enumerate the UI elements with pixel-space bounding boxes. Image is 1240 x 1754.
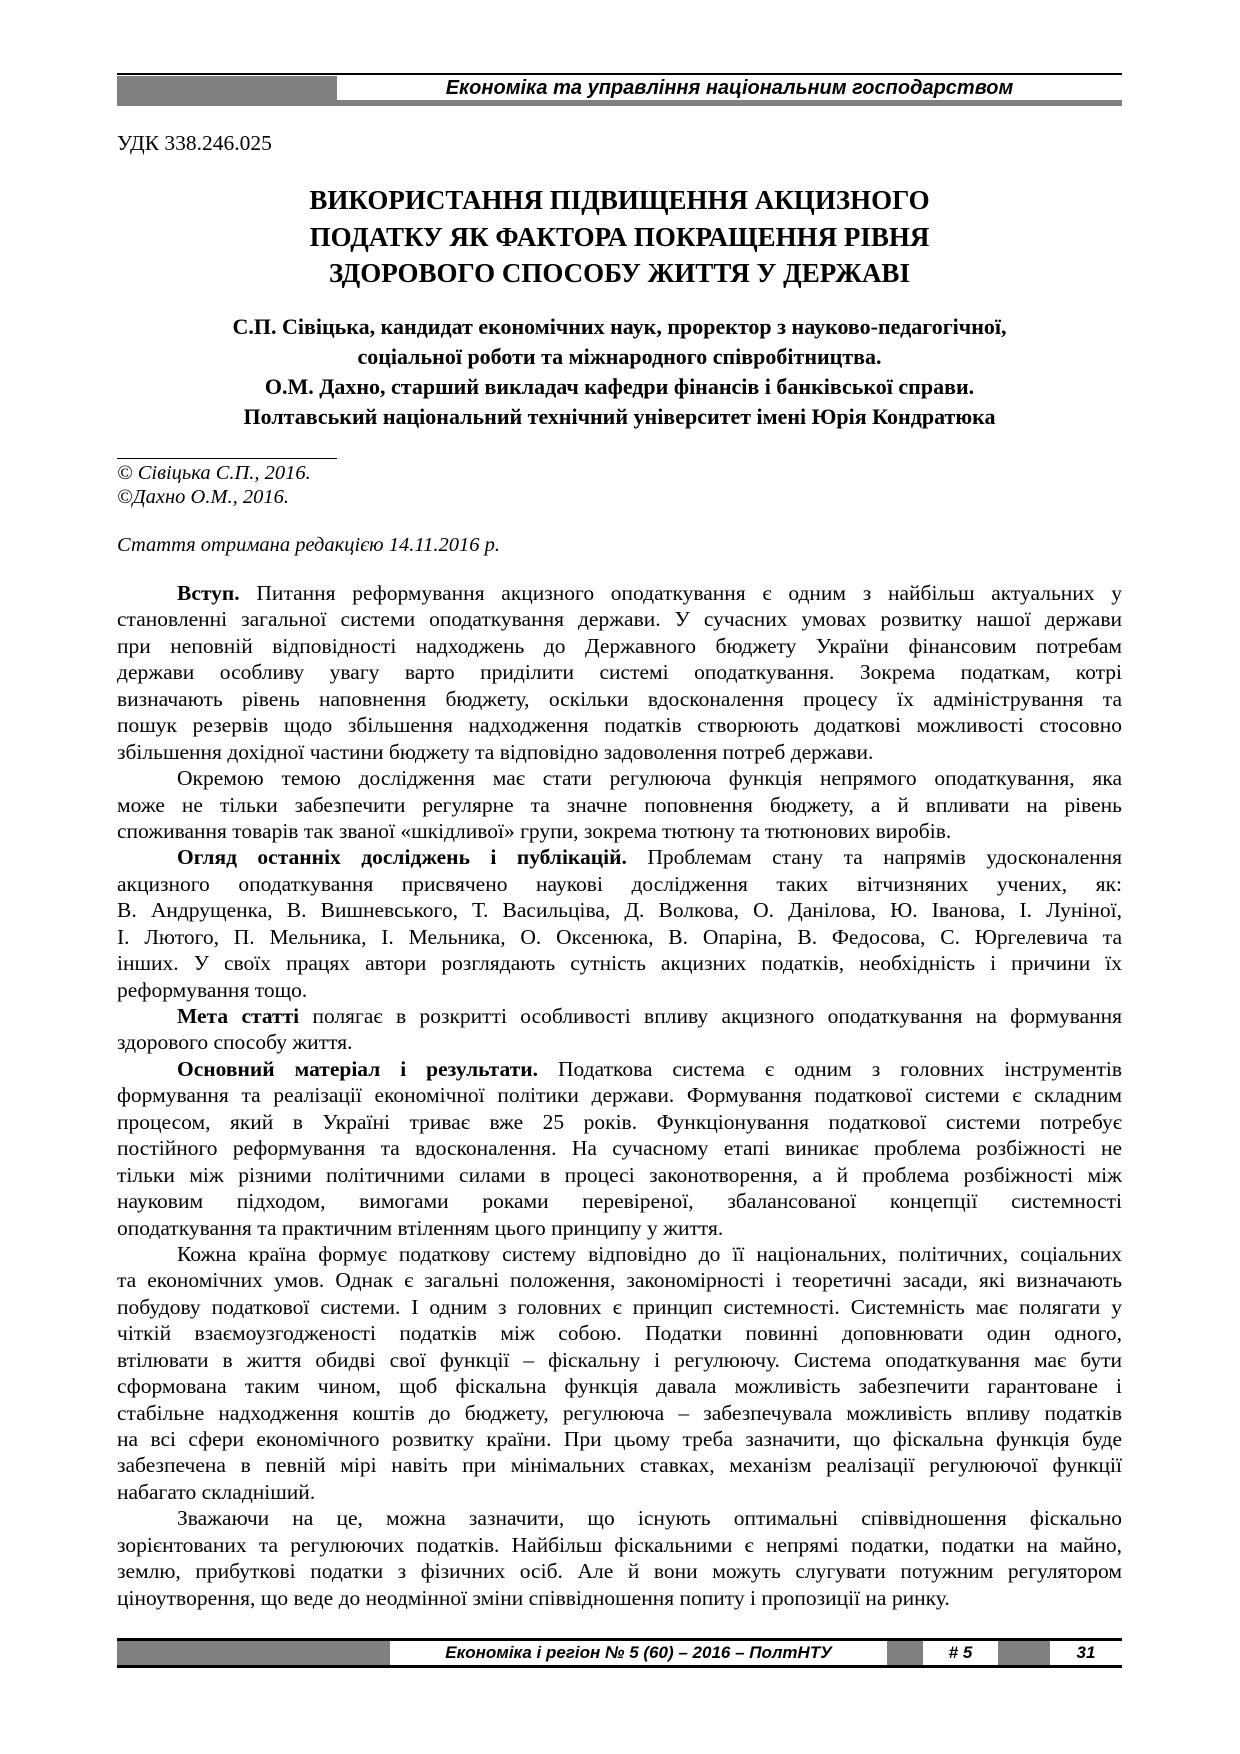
author-line: соціальної роботи та міжнародного співробітництва. <box>357 344 882 369</box>
text-line <box>117 1029 1122 1055</box>
paragraph <box>117 844 1122 1003</box>
text-line <box>117 1505 1122 1531</box>
paragraph <box>117 765 1122 844</box>
line-text: постійного реформування та вдосконалення. На сучасному етапі виникає проблема розбіжності не <box>117 1136 1122 1161</box>
paragraph <box>117 1241 1122 1505</box>
line-text: та економічних умов. Однак є загальні положення, закономірності і теоретичні засади, які визначають <box>117 1268 1122 1293</box>
line-text: становленні загальної системи оподаткування держави. У сучасних умовах розвитку нашої держави <box>117 607 1122 632</box>
footer-issue: # 5 <box>948 1643 973 1662</box>
text-line <box>117 1215 1122 1241</box>
text-line <box>117 871 1122 897</box>
text-line <box>117 1400 1122 1426</box>
line-text: на всі сфери економічного розвитку країни. При цьому треба зазначити, що фіскальна функція буде <box>117 1427 1122 1451</box>
line-text: Питання реформування акцизного оподаткування є одним з найбільш актуальних у <box>256 581 1122 605</box>
line-text: ціноутворення, що веде до неодмінної зміни співвідношення попиту і пропозиції на ринку. <box>117 1585 950 1610</box>
copyright-line: ©Дахно О.М., 2016. <box>117 486 290 508</box>
line-text: втілювати в життя обидві свої функції – фіскальну і регулюючу. Система оподаткування має бути <box>117 1347 1122 1372</box>
title-line: ЗДОРОВОГО СПОСОБУ ЖИТТЯ У ДЕРЖАВІ <box>329 258 910 288</box>
line-text: реформування тощо. <box>117 977 308 1002</box>
text-line <box>117 1188 1122 1214</box>
line-text: формування та реалізації економічної політики держави. Формування податкової системи є складним <box>117 1083 1122 1108</box>
line-text: інших. У своїх працях автори розглядають сутність акцизних податків, необхідність і причини їх <box>117 951 1122 976</box>
author-line: О.М. Дахно, старший викладач кафедри фінансів і банківської справи. <box>264 374 975 399</box>
line-text: полягає в розкритті особливості впливу акцизного оподаткування на формування <box>312 1004 1122 1028</box>
line-text: при неповній відповідності надходжень до Державного бюджету України фінансовим потребам <box>117 633 1122 658</box>
text-line <box>117 1109 1122 1135</box>
line-text: сформована таким чином, щоб фіскальна функція давала можливість забезпечити гарантоване і <box>117 1374 1122 1399</box>
received-date: Стаття отримана редакцією 14.11.2016 р. <box>117 534 500 556</box>
running-header: Економіка та управління національним господарством <box>445 77 1014 99</box>
title-line: ВИКОРИСТАННЯ ПІДВИЩЕННЯ АКЦИЗНОГО <box>309 185 930 215</box>
text-line <box>117 1294 1122 1320</box>
text-line <box>117 1241 1122 1267</box>
line-text: Зважаючи на це, можна зазначити, що існують оптимальні співвідношення фіскально <box>177 1506 1122 1531</box>
line-text: стабільне надходження коштів до бюджету, регулююча – забезпечувала можливість впливу податків <box>117 1400 1122 1425</box>
header-bar <box>117 100 1122 106</box>
paragraph <box>117 580 1122 765</box>
line-text: держави особливу увагу варто приділити системі оподаткування. Зокрема податкам, котрі <box>117 660 1122 685</box>
text-line <box>117 1056 1122 1082</box>
line-text: оподаткування та практичним втіленням цього принципу у життя. <box>117 1215 724 1240</box>
line-text: В. Андрущенка, В. Вишневського, Т. Васильціва, Д. Волкова, О. Данілова, Ю. Іванова, І. Луніної, <box>117 898 1122 923</box>
section-lead: Мета статті <box>177 1004 300 1028</box>
text-line <box>117 712 1122 738</box>
line-text: тільки між різними політичними силами в процесі законотворення, а й проблема розбіжності між <box>117 1162 1122 1187</box>
line-text: може не тільки забезпечити регулярне та значне поповнення бюджету, а й впливати на рівень <box>117 792 1122 817</box>
header-rule <box>117 73 1122 75</box>
section-lead: Основний матеріал і результати. <box>177 1056 539 1081</box>
article-title <box>117 182 1122 292</box>
section-lead: Огляд останніх досліджень і публікацій. <box>177 845 627 870</box>
text-line <box>117 818 1122 844</box>
footer-rule-bottom <box>117 1665 1122 1668</box>
line-text: забезпечена в певній мірі навіть при мінімальних ставках, механізм реалізації регулюючої функції <box>117 1453 1122 1478</box>
line-text: Окремою темою дослідження має стати регулююча функція непрямого оподаткування, яка <box>177 766 1122 791</box>
paragraph <box>117 1505 1122 1611</box>
page-number: 31 <box>1076 1643 1096 1662</box>
line-text: набагато складніший. <box>117 1479 316 1504</box>
author-line: Полтавський національний технічний університет імені Юрія Кондратюка <box>243 404 996 429</box>
text-line <box>117 633 1122 659</box>
text-line <box>117 659 1122 685</box>
text-line <box>117 1585 1122 1611</box>
footer-gray-block <box>887 1641 923 1665</box>
text-line <box>117 1320 1122 1346</box>
text-line <box>117 580 1122 606</box>
text-line <box>117 1426 1122 1452</box>
text-line <box>117 1347 1122 1373</box>
line-text: побудову податкової системи. І одним з головних є принцип системності. Системність має полягати у <box>117 1294 1122 1319</box>
line-text: пошук резервів щодо збільшення надходження податків створюють додаткові можливості стосовно <box>117 713 1122 738</box>
text-line <box>117 686 1122 712</box>
text-line <box>117 739 1122 765</box>
line-text: споживання товарів так званої «шкідливої» групи, зокрема тютюну та тютюнових виробів. <box>117 818 952 843</box>
author-line: С.П. Сівіцька, кандидат економічних наук, проректор з науково-педагогічної, <box>232 314 1007 339</box>
footer-gray-block <box>117 1641 390 1665</box>
line-text: збільшення дохідної частини бюджету та відповідно задоволення потреб держави. <box>117 739 874 764</box>
article-body <box>117 580 1122 1611</box>
text-line <box>117 765 1122 791</box>
text-line <box>117 1452 1122 1478</box>
text-line <box>117 950 1122 976</box>
text-line <box>117 977 1122 1003</box>
udk-code: УДК 338.246.025 <box>117 131 272 155</box>
header-gray-block <box>117 76 337 100</box>
line-text: здорового способу життя. <box>117 1030 353 1055</box>
paragraph <box>117 1056 1122 1241</box>
section-lead: Вступ. <box>177 581 240 605</box>
line-text: зорієнтованих та регулюючих податків. Найбільш фіскальними є непрямі податки, податки на майно, <box>117 1532 1122 1557</box>
line-text: Податкова система є одним з головних інструментів <box>557 1056 1122 1081</box>
paragraph <box>117 1003 1122 1056</box>
text-line <box>117 844 1122 870</box>
line-text: науковим підходом, вимогами роками перевіреної, збалансованої концепції системності <box>117 1189 1122 1214</box>
text-line <box>117 1558 1122 1584</box>
text-line <box>117 1003 1122 1029</box>
text-line <box>117 1162 1122 1188</box>
footer-journal: Економіка і регіон № 5 (60) – 2016 – ПолтНТУ <box>445 1643 832 1662</box>
line-text: землю, прибуткові податки з фізичних осіб. Але й вони можуть слугувати потужним регулятором <box>117 1559 1122 1584</box>
footnote-rule <box>117 458 337 459</box>
copyright-notes <box>117 461 311 509</box>
line-text: Проблемам стану та напрямів удосконалення <box>647 845 1123 870</box>
title-line: ПОДАТКУ ЯК ФАКТОРА ПОКРАЩЕННЯ РІВНЯ <box>309 221 930 252</box>
text-line <box>117 1479 1122 1505</box>
copyright-line: © Сівіцька С.П., 2016. <box>117 462 311 484</box>
line-text: чіткій взаємоузгодженості податків між собою. Податки повинні доповнювати один одного, <box>117 1321 1122 1346</box>
text-line <box>117 792 1122 818</box>
text-line <box>117 897 1122 923</box>
text-line <box>117 606 1122 632</box>
text-line <box>117 1532 1122 1558</box>
line-text: Кожна країна формує податкову систему відповідно до її національних, політичних, соціальних <box>177 1241 1122 1266</box>
line-text: процесом, який в Україні триває вже 25 років. Функціонування податкової системи потребує <box>117 1109 1122 1134</box>
authors-block <box>117 312 1122 432</box>
line-text: визначають рівень наповнення бюджету, оскільки вдосконалення процесу їх адміністрування та <box>117 686 1122 711</box>
line-text: акцизного оподаткування присвячено наукові дослідження таких вітчизняних учених, як: <box>117 871 1122 896</box>
text-line <box>117 1267 1122 1293</box>
text-line <box>117 1373 1122 1399</box>
line-text: І. Лютого, П. Мельника, І. Мельника, О. Оксенюка, В. Опаріна, В. Федосова, С. Юргелевича та <box>117 924 1122 949</box>
text-line <box>117 1135 1122 1161</box>
text-line <box>117 924 1122 950</box>
footer-gray-block <box>998 1641 1050 1665</box>
text-line <box>117 1082 1122 1108</box>
